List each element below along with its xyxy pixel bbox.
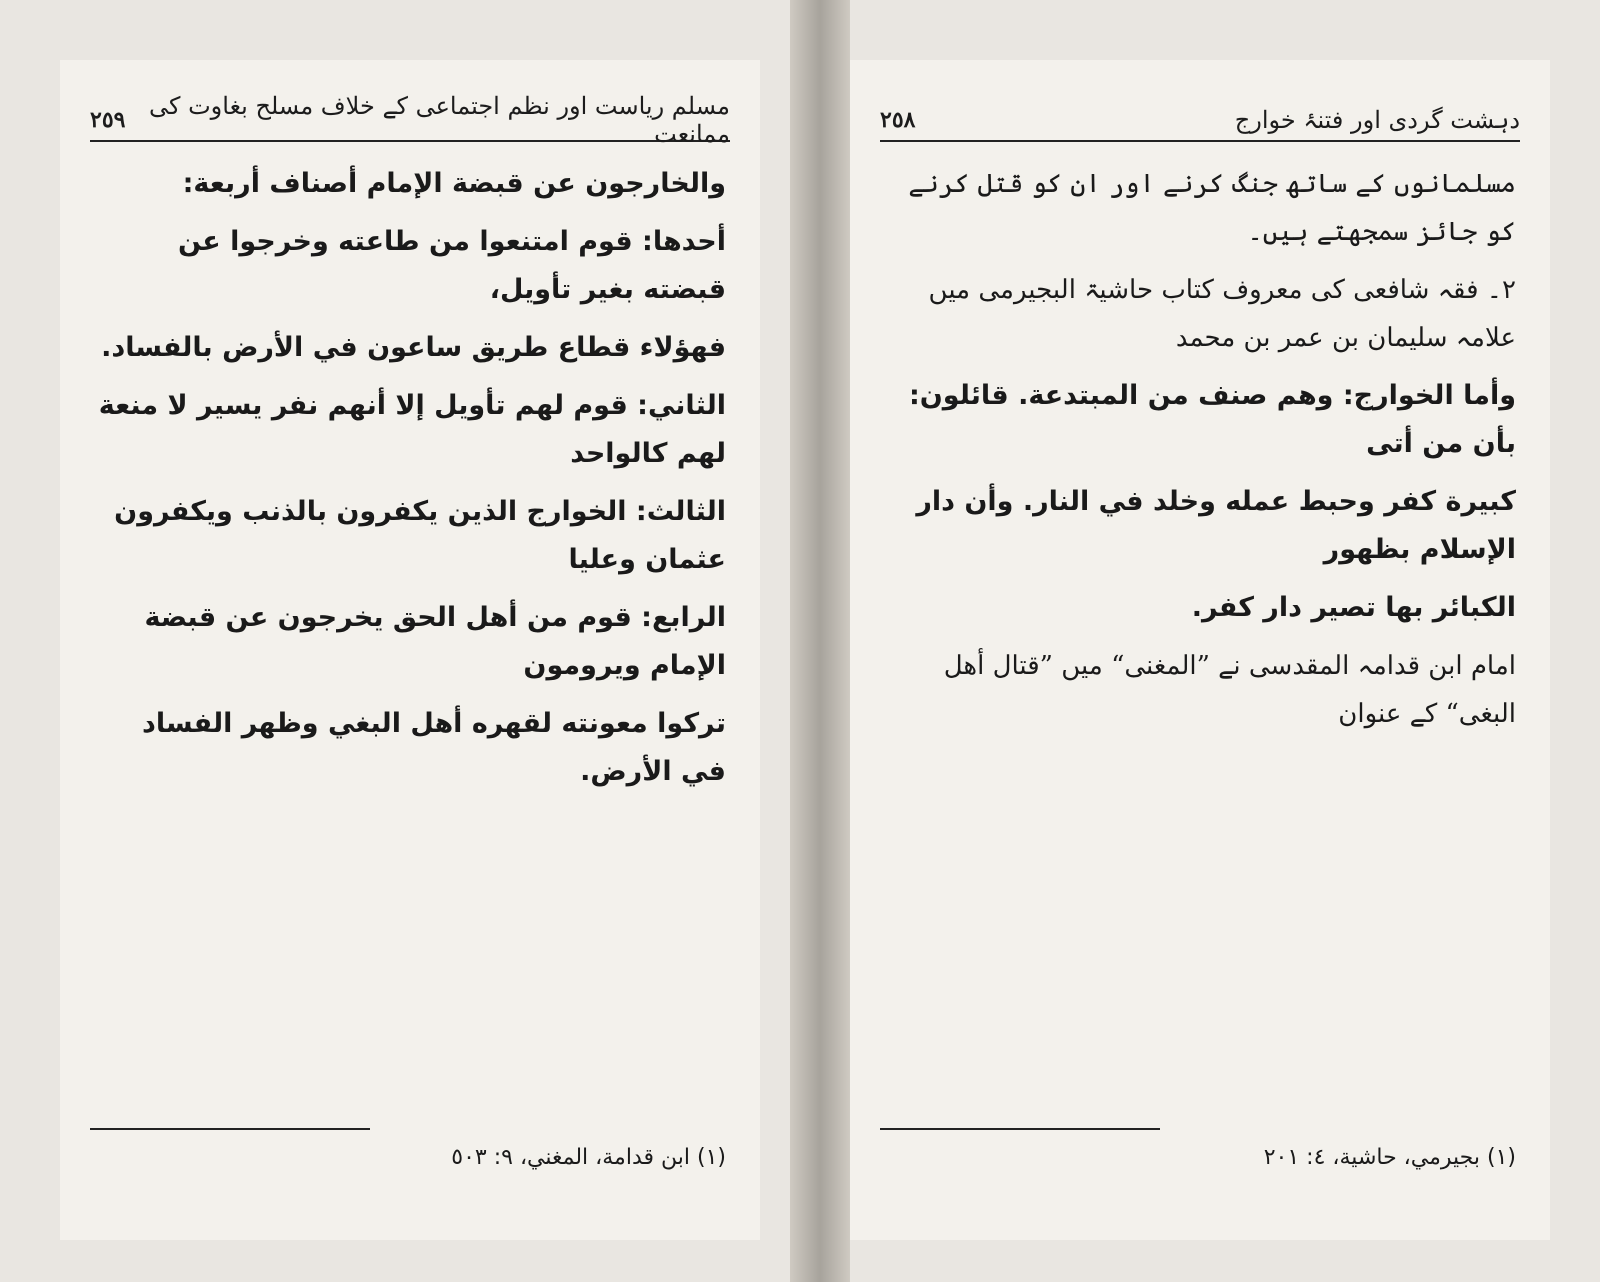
- left-line: الثاني: قوم لهم تأويل إلا أنهم نفر يسير لا منعة لهم كالواحد: [98, 390, 726, 469]
- left-line: أحدها: قوم امتنعوا من طاعته وخرجوا عن قبضته بغير تأويل،: [177, 226, 726, 305]
- left-header-title: مسلم ریاست اور نظم اجتماعی کے خلاف مسلح بغاوت کی ممانعت: [149, 92, 730, 148]
- left-page-number: ٢٥٩: [90, 107, 126, 133]
- book-gutter: [790, 0, 850, 1282]
- right-line: مسلمانوں کے ساتھ جنگ کرنے اور ان کو قتل کرنے کو جائز سمجھتے ہیں۔: [908, 169, 1516, 247]
- right-page-number: ٢٥٨: [880, 107, 916, 133]
- left-page-body: [94, 160, 726, 1090]
- right-footnote-rule: [880, 1128, 1160, 1130]
- left-page: [60, 60, 760, 1240]
- right-line: امام ابن قدامہ المقدسی نے ”المغنی“ میں ”قتال أهل البغی“ کے عنوان: [943, 651, 1516, 729]
- right-line: الكبائر بها تصير دار كفر.: [1191, 592, 1516, 623]
- left-line: تركوا معونته لقهره أهل البغي وظهر الفساد في الأرض.: [142, 708, 726, 787]
- right-line: كبيرة كفر وحبط عمله وخلد في النار. وأن دار الإسلام بظهور: [916, 486, 1516, 565]
- right-page-body: [884, 160, 1516, 1090]
- left-line: الرابع: قوم من أهل الحق يخرجون عن قبضة الإمام ويرومون: [144, 602, 726, 681]
- left-line: والخارجون عن قبضة الإمام أصناف أربعة:: [182, 168, 726, 199]
- left-line: فهؤلاء قطاع طريق ساعون في الأرض بالفساد.: [101, 332, 726, 363]
- right-line: وأما الخوارج: وهم صنف من المبتدعة. قائلون: بأن من أتى: [908, 380, 1516, 459]
- right-running-head: [880, 100, 1520, 142]
- right-footnote: (١) بجيرمي، حاشية، ٤: ٢٠١: [1263, 1145, 1516, 1170]
- right-line: ٢۔ فقہ شافعی کی معروف کتاب حاشیۃ البجیرمی میں علامہ سلیمان بن عمر بن محمد: [928, 275, 1516, 353]
- left-line: الثالث: الخوارج الذين يكفرون بالذنب ويكفرون عثمان وعليا: [114, 496, 726, 575]
- left-running-head: [90, 92, 730, 148]
- right-header-title: دہشت گردی اور فتنۂ خوارج: [1234, 106, 1520, 134]
- right-page: [850, 60, 1550, 1240]
- left-footnote-rule: [90, 1128, 370, 1130]
- left-footnote: (١) ابن قدامة، المغني، ٩: ٥٠٣: [451, 1145, 726, 1170]
